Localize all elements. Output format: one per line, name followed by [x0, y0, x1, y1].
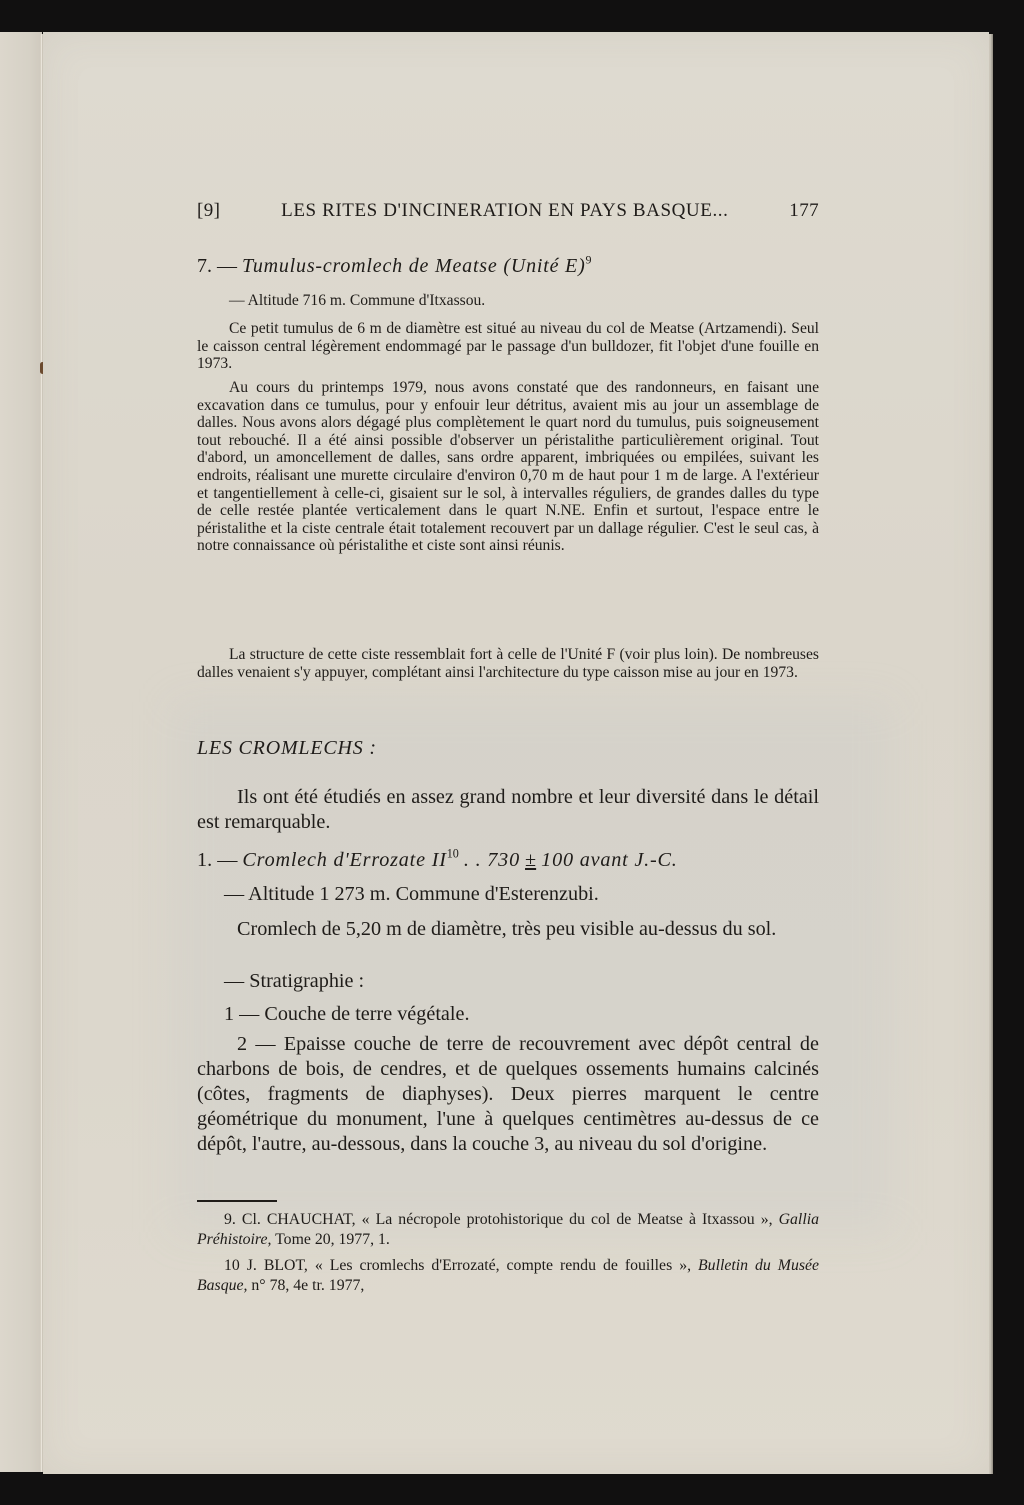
dating-suffix: 100 avant J.-C. [541, 849, 678, 871]
stratigraphy-label [197, 969, 819, 994]
altitude-line: — Altitude 1 273 m. Commune d'Esterenzubi. [224, 883, 599, 905]
paragraph: Au cours du printemps 1979, nous avons constaté que des randonneurs, en faisant une excavation dans ce tumulus, pour y enfouir leur détritus, avaient mis au jour un assemblage de dalles. Nous avons alors dégagé plus complètement le quart nord du tumulus, puis soigneusement tout rebouché. Il a été ainsi possible d'observer un péristalithe particulièrement original. Tout d'abord, un amoncellement de dalles, sans ordre apparent, imbriquées ou empilées, suivant les endroits, réalisant une murette circulaire d'environ 0,70 m de haut pour 1 m de large. A l'extérieur et tangentiellement à celle-ci, gisaient sur le sol, à intervalles réguliers, de grandes dalles du type de celle restée plantée verticalement dans le quart N.NE. Enfin et surtout, l'espace entre le péristalithe et la ciste centrale était totalement recouvert par un dallage régulier. C'est le seul cas, à notre connaissance où péristalithe et ciste sont ainsi réunis. [197, 379, 819, 555]
paragraph: Ce petit tumulus de 6 m de diamètre est situé au niveau du col de Meatse (Artzamendi). Seul le caisson central légèrement endommagé par le passage d'un bulldozer, fit l'objet d'une fouille en 1973. [197, 320, 819, 373]
footnote-9 [197, 1210, 819, 1250]
footnote-10 [197, 1256, 819, 1296]
footnote-number: 10 [224, 1257, 240, 1274]
cromlech-1-altitude [197, 882, 819, 907]
footnote-ref-10[interactable]: 10 [446, 846, 459, 861]
footnote-text: n° 78, 4e tr. 1977, [251, 1277, 365, 1294]
paragraph: Cromlech de 5,20 m de diamètre, très peu visible au-dessus du sol. [237, 918, 777, 940]
section-7-para-1 [197, 320, 819, 373]
paragraph: La structure de cette ciste ressemblait fort à celle de l'Unité F (voir plus loin). De nombreuses dalles venaient s'y appuyer, complétant ainsi l'architecture du type caisson mise au jour en 1973. [197, 646, 819, 681]
dating-prefix: . . 730 [463, 849, 520, 871]
heading-text: LES CROMLECHS : [197, 737, 377, 759]
cromlech-1-title [197, 846, 819, 872]
footnote-journal: Gallia Préhistoire, [197, 1211, 819, 1248]
cromlechs-intro [197, 785, 819, 835]
item-number: 1. — [197, 849, 238, 871]
section-7-altitude [197, 292, 819, 310]
footnote-ref-9[interactable]: 9 [585, 252, 592, 267]
layer-text: 1 — Couche de terre végétale. [224, 1003, 470, 1025]
running-head [197, 200, 819, 222]
section-7-para-3 [197, 646, 819, 681]
altitude-line: — Altitude 716 m. Commune d'Itxassou. [229, 292, 486, 309]
item-title: Cromlech d'Errozate II [242, 849, 447, 871]
footnote-rule [197, 1200, 277, 1202]
footnote-text: Tome 20, 1977, 1. [275, 1231, 390, 1248]
cromlech-1-description [197, 917, 819, 942]
layer-text: 2 — Epaisse couche de terre de recouvrement avec dépôt central de charbons de bois, de cendres, et de quelques ossements humains calcinés (côtes, fragments de diaphyses). Deux pierres marquent le centre géométrique du monument, l'une à quelques centimètres au-dessus de ce dépôt, l'autre, au-dessous, dans la couche 3, au niveau du sol d'origine. [197, 1033, 819, 1155]
section-7-para-2 [197, 379, 819, 555]
layer-2 [197, 1032, 819, 1157]
label: — Stratigraphie : [224, 970, 365, 992]
footnote-text: Cl. CHAUCHAT, « La nécropole protohistorique du col de Meatse à Itxassou », [241, 1211, 773, 1228]
footnote-text: J. BLOT, « Les cromlechs d'Errozaté, compte rendu de fouilles », [246, 1257, 692, 1274]
folio-bracket: [9] [197, 200, 221, 221]
running-title: LES RITES D'INCINERATION EN PAYS BASQUE... [281, 200, 729, 221]
footnote-number: 9. [224, 1211, 236, 1228]
footnote-journal: Bulletin du Musée Basque, [197, 1257, 820, 1294]
facing-page-edge [0, 32, 42, 1472]
layer-1 [197, 1002, 819, 1027]
plus-minus-sign: ± [525, 849, 537, 871]
section-title-text: Tumulus-cromlech de Meatse (Unité E) [242, 255, 586, 277]
paragraph: Ils ont été étudiés en assez grand nombre et leur diversité dans le détail est remarquable. [197, 786, 819, 833]
cromlechs-heading [197, 737, 819, 760]
section-number: 7. — [197, 255, 237, 277]
section-7-title [197, 252, 819, 278]
page-number: 177 [789, 200, 819, 221]
